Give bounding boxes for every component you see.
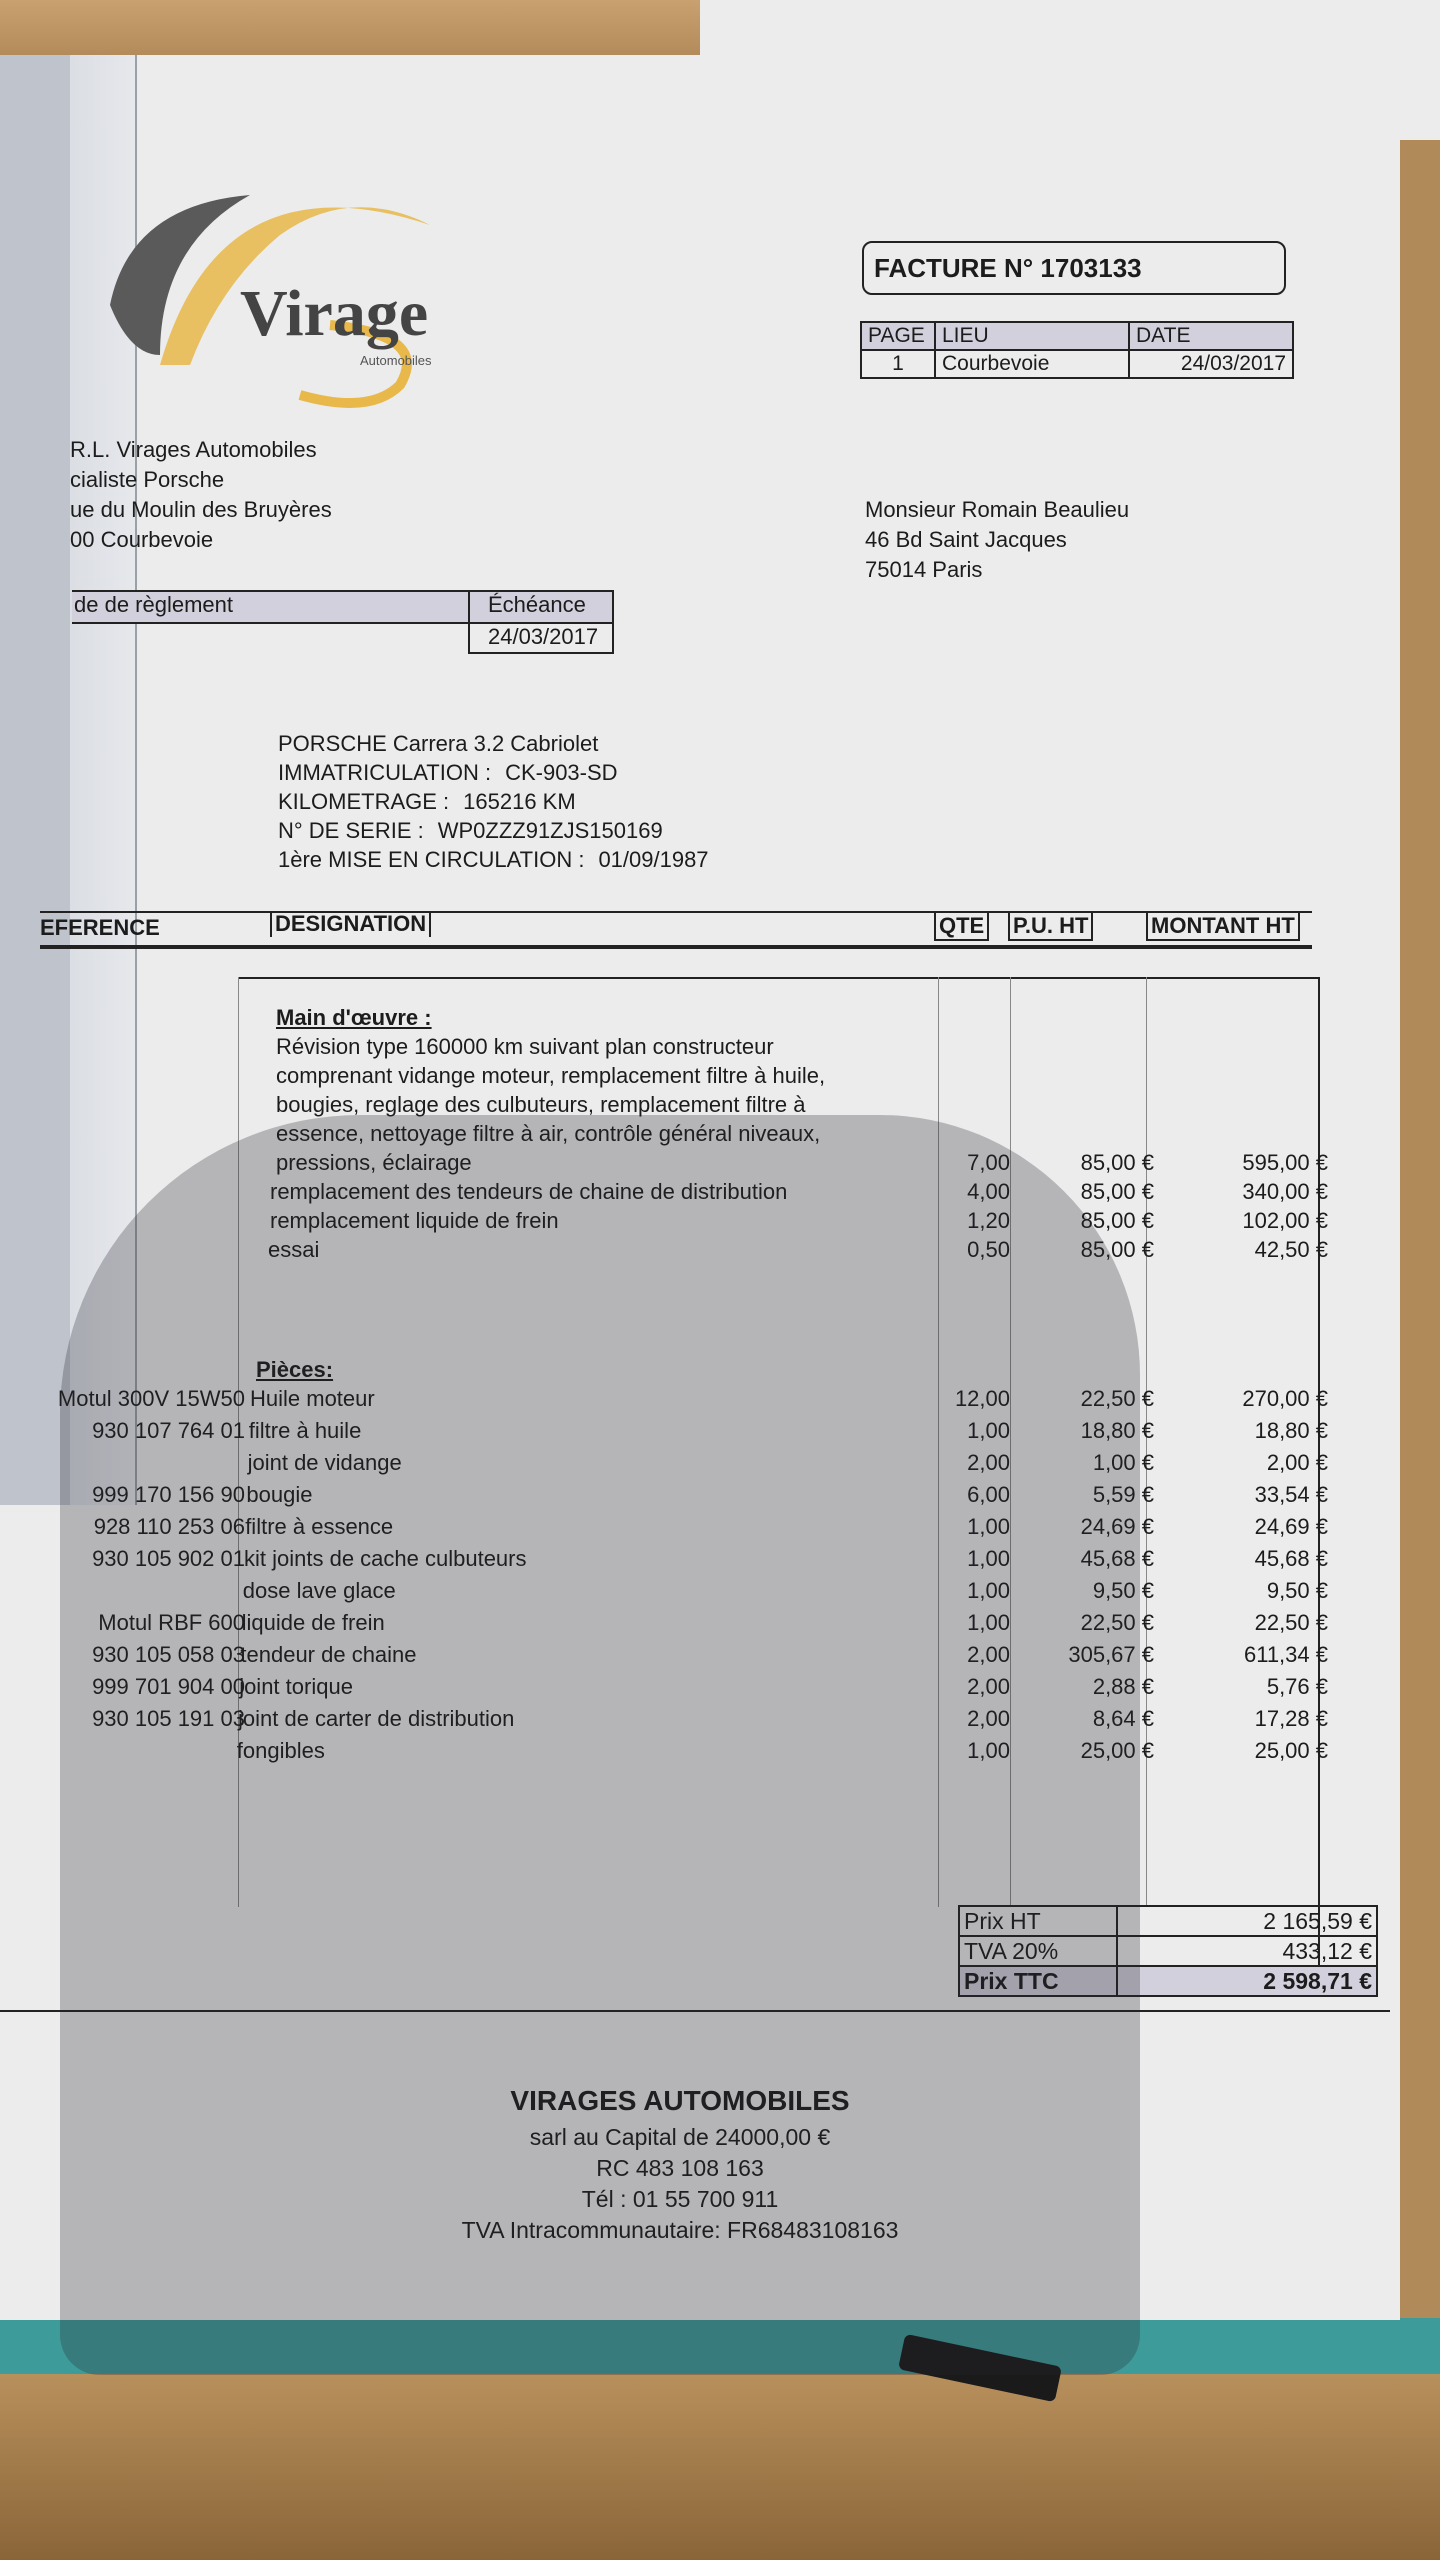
client-address: [865, 495, 1129, 585]
item-montant: 9,50 €: [1266, 1578, 1328, 1603]
item-qte: 2,00: [967, 1642, 1010, 1667]
item-qte: 1,00: [967, 1610, 1010, 1635]
footer-tel: Tél : 01 55 700 911: [581, 2186, 779, 2212]
footer-tva: TVA Intracommunautaire: FR68483108163: [461, 2217, 899, 2243]
logo-text: Virage: [240, 277, 429, 350]
item-pu: 5,59 €: [1092, 1482, 1154, 1507]
item-pu: 9,50 €: [1092, 1578, 1154, 1603]
item-montant: 611,34 €: [1243, 1642, 1328, 1667]
item-montant: 45,68 €: [1254, 1546, 1328, 1571]
item-reference: 930 105 058 03: [92, 1642, 245, 1667]
invoice-title: FACTURE N° 1703133: [874, 252, 1142, 283]
item-pu: 45,68 €: [1080, 1546, 1154, 1571]
item-qte: 1,20: [967, 1208, 1010, 1233]
item-montant: 595,00 €: [1242, 1150, 1328, 1175]
item-designation: tendeur de chaine: [240, 1642, 417, 1667]
item-montant: 25,00 €: [1254, 1738, 1328, 1763]
item-pu: 22,50 €: [1080, 1610, 1154, 1635]
item-qte: 1,00: [967, 1514, 1010, 1539]
table-header: [40, 911, 1312, 949]
item-qte: 1,00: [967, 1578, 1010, 1603]
due-date-label: Échéance: [470, 592, 612, 624]
item-designation: filtre à essence: [245, 1514, 394, 1539]
date-value: 24/03/2017: [1129, 350, 1293, 378]
total-ht-label: Prix HT: [959, 1906, 1117, 1936]
payment-box: [72, 590, 612, 670]
serie-label: N° DE SERIE :: [278, 818, 424, 843]
item-montant: 17,28 €: [1254, 1706, 1328, 1731]
immat-label: IMMATRICULATION :: [278, 760, 492, 785]
logo-subtext: Automobiles: [360, 353, 432, 368]
item-designation: bougie: [246, 1482, 313, 1507]
immat-value: CK-903-SD: [505, 760, 618, 785]
item-reference: 930 105 191 03: [92, 1706, 245, 1731]
item-qte: 6,00: [967, 1482, 1010, 1507]
lieu-label: LIEU: [935, 322, 1129, 350]
vehicle-circ: [278, 845, 709, 874]
circ-label: 1ère MISE EN CIRCULATION :: [278, 847, 585, 872]
tva-label: TVA 20%: [959, 1936, 1117, 1966]
col-montant: MONTANT HT: [1146, 911, 1300, 941]
item-reference: 930 105 902 01: [92, 1546, 245, 1571]
item-designation: essai: [268, 1237, 320, 1262]
item-pu: 85,00 €: [1080, 1179, 1154, 1204]
km-value: 165216 KM: [463, 789, 576, 814]
labour-title: Main d'œuvre :: [276, 1005, 432, 1030]
item-pu: 1,00 €: [1092, 1450, 1154, 1475]
page-value: 1: [861, 350, 935, 378]
company-address: [70, 435, 332, 555]
invoice-number-box: [862, 241, 1286, 295]
item-qte: 0,50: [967, 1237, 1010, 1262]
item-pu: 24,69 €: [1080, 1514, 1154, 1539]
item-designation: kit joints de cache culbuteurs: [244, 1546, 527, 1571]
item-designation: remplacement des tendeurs de chaine de distribution: [270, 1179, 788, 1204]
col-pu: P.U. HT: [1008, 911, 1093, 941]
lieu-value: Courbevoie: [935, 350, 1129, 378]
item-designation: filtre à huile: [248, 1418, 362, 1443]
due-date-value: 24/03/2017: [488, 624, 599, 649]
total-ht-value: 2 165,59 €: [1117, 1906, 1377, 1936]
virage-logo: [100, 155, 460, 435]
vehicle-model: PORSCHE Carrera 3.2 Cabriolet: [278, 731, 599, 756]
item-montant: 24,69 €: [1254, 1514, 1328, 1539]
item-designation: dose lave glace: [242, 1578, 396, 1603]
client-name: Monsieur Romain Beaulieu: [865, 497, 1130, 522]
labour-desc-row: [0, 1063, 1400, 1091]
item-pu: 305,67 €: [1068, 1642, 1154, 1667]
item-pu: 85,00 €: [1080, 1237, 1154, 1262]
item-montant: 22,50 €: [1254, 1610, 1328, 1635]
labour-desc: Révision type 160000 km suivant plan constructeur: [276, 1034, 774, 1059]
item-qte: 1,00: [967, 1738, 1010, 1763]
km-label: KILOMETRAGE :: [278, 789, 450, 814]
parts-title: Pièces:: [256, 1357, 334, 1382]
vehicle-serie: [278, 816, 709, 845]
item-montant: 42,50 €: [1254, 1237, 1328, 1262]
item-designation: pressions, éclairage: [276, 1150, 472, 1175]
labour-desc: comprenant vidange moteur, remplacement filtre à huile,: [276, 1063, 826, 1088]
footer-company-name: VIRAGES AUTOMOBILES: [510, 2085, 850, 2116]
labour-desc: bougies, reglage des culbuteurs, remplacement filtre à: [276, 1092, 806, 1117]
item-designation: Huile moteur: [250, 1386, 375, 1411]
circ-value: 01/09/1987: [598, 847, 709, 872]
item-designation: remplacement liquide de frein: [270, 1208, 559, 1233]
footer-rc: RC 483 108 163: [596, 2155, 764, 2181]
company-line: 00 Courbevoie: [70, 527, 214, 552]
vehicle-km: [278, 787, 709, 816]
invoice-meta-table: [860, 321, 1294, 379]
invoice-sheet: [0, 55, 1400, 2320]
item-qte: 1,00: [967, 1418, 1010, 1443]
due-date-box: [468, 590, 614, 654]
item-designation: joint torique: [239, 1674, 353, 1699]
col-designation: DESIGNATION: [270, 911, 431, 937]
footer-capital: sarl au Capital de 24000,00 €: [529, 2124, 831, 2150]
item-pu: 85,00 €: [1080, 1150, 1154, 1175]
item-qte: 2,00: [967, 1706, 1010, 1731]
labour-desc: essence, nettoyage filtre à air, contrôle général niveaux,: [276, 1121, 821, 1146]
col-qte: QTE: [934, 911, 989, 941]
tva-value: 433,12 €: [1117, 1936, 1377, 1966]
item-qte: 2,00: [967, 1450, 1010, 1475]
item-reference: 999 701 904 00: [92, 1674, 245, 1699]
item-designation: joint de vidange: [247, 1450, 402, 1475]
company-line: cialiste Porsche: [70, 467, 225, 492]
wood-table-bottom: [0, 2374, 1440, 2560]
item-montant: 102,00 €: [1242, 1208, 1328, 1233]
item-reference: 928 110 253 06: [93, 1514, 245, 1539]
vehicle-immat: [278, 758, 709, 787]
page-label: PAGE: [861, 322, 935, 350]
client-street: 46 Bd Saint Jacques: [865, 527, 1067, 552]
item-reference: Motul 300V 15W50: [57, 1386, 245, 1411]
item-qte: 7,00: [967, 1150, 1010, 1175]
item-qte: 12,00: [954, 1386, 1010, 1411]
item-pu: 8,64 €: [1092, 1706, 1154, 1731]
item-designation: liquide de frein: [241, 1610, 385, 1635]
client-city: 75014 Paris: [865, 557, 983, 582]
hand-shadow: [57, 1115, 1140, 2375]
total-ttc-value: 2 598,71 €: [1117, 1966, 1377, 1996]
serie-value: WP0ZZZ91ZJS150169: [437, 818, 663, 843]
item-pu: 25,00 €: [1080, 1738, 1154, 1763]
item-montant: 5,76 €: [1266, 1674, 1328, 1699]
item-pu: 85,00 €: [1080, 1208, 1154, 1233]
item-reference: 930 107 764 01: [92, 1418, 245, 1443]
item-designation: joint de carter de distribution: [238, 1706, 515, 1731]
date-label: DATE: [1129, 322, 1293, 350]
total-ttc-label: Prix TTC: [959, 1966, 1117, 1996]
labour-title-row: [0, 1005, 1400, 1033]
col-ref: EFERENCE: [40, 915, 160, 940]
company-line: R.L. Virages Automobiles: [70, 437, 317, 462]
company-line: ue du Moulin des Bruyères: [70, 497, 332, 522]
vehicle-info: [278, 729, 709, 874]
item-reference: 999 170 156 90: [92, 1482, 245, 1507]
item-designation: fongibles: [236, 1738, 325, 1763]
item-qte: 2,00: [967, 1674, 1010, 1699]
payment-mode-label: de de règlement: [72, 590, 474, 624]
item-qte: 4,00: [967, 1179, 1010, 1204]
item-montant: 270,00 €: [1242, 1386, 1328, 1411]
item-qte: 1,00: [967, 1546, 1010, 1571]
labour-desc-row: [0, 1034, 1400, 1062]
item-reference: Motul RBF 600: [98, 1610, 245, 1635]
item-montant: 340,00 €: [1242, 1179, 1328, 1204]
item-pu: 18,80 €: [1080, 1418, 1154, 1443]
item-montant: 18,80 €: [1254, 1418, 1328, 1443]
item-montant: 33,54 €: [1254, 1482, 1328, 1507]
item-pu: 22,50 €: [1080, 1386, 1154, 1411]
item-montant: 2,00 €: [1266, 1450, 1328, 1475]
item-pu: 2,88 €: [1092, 1674, 1154, 1699]
